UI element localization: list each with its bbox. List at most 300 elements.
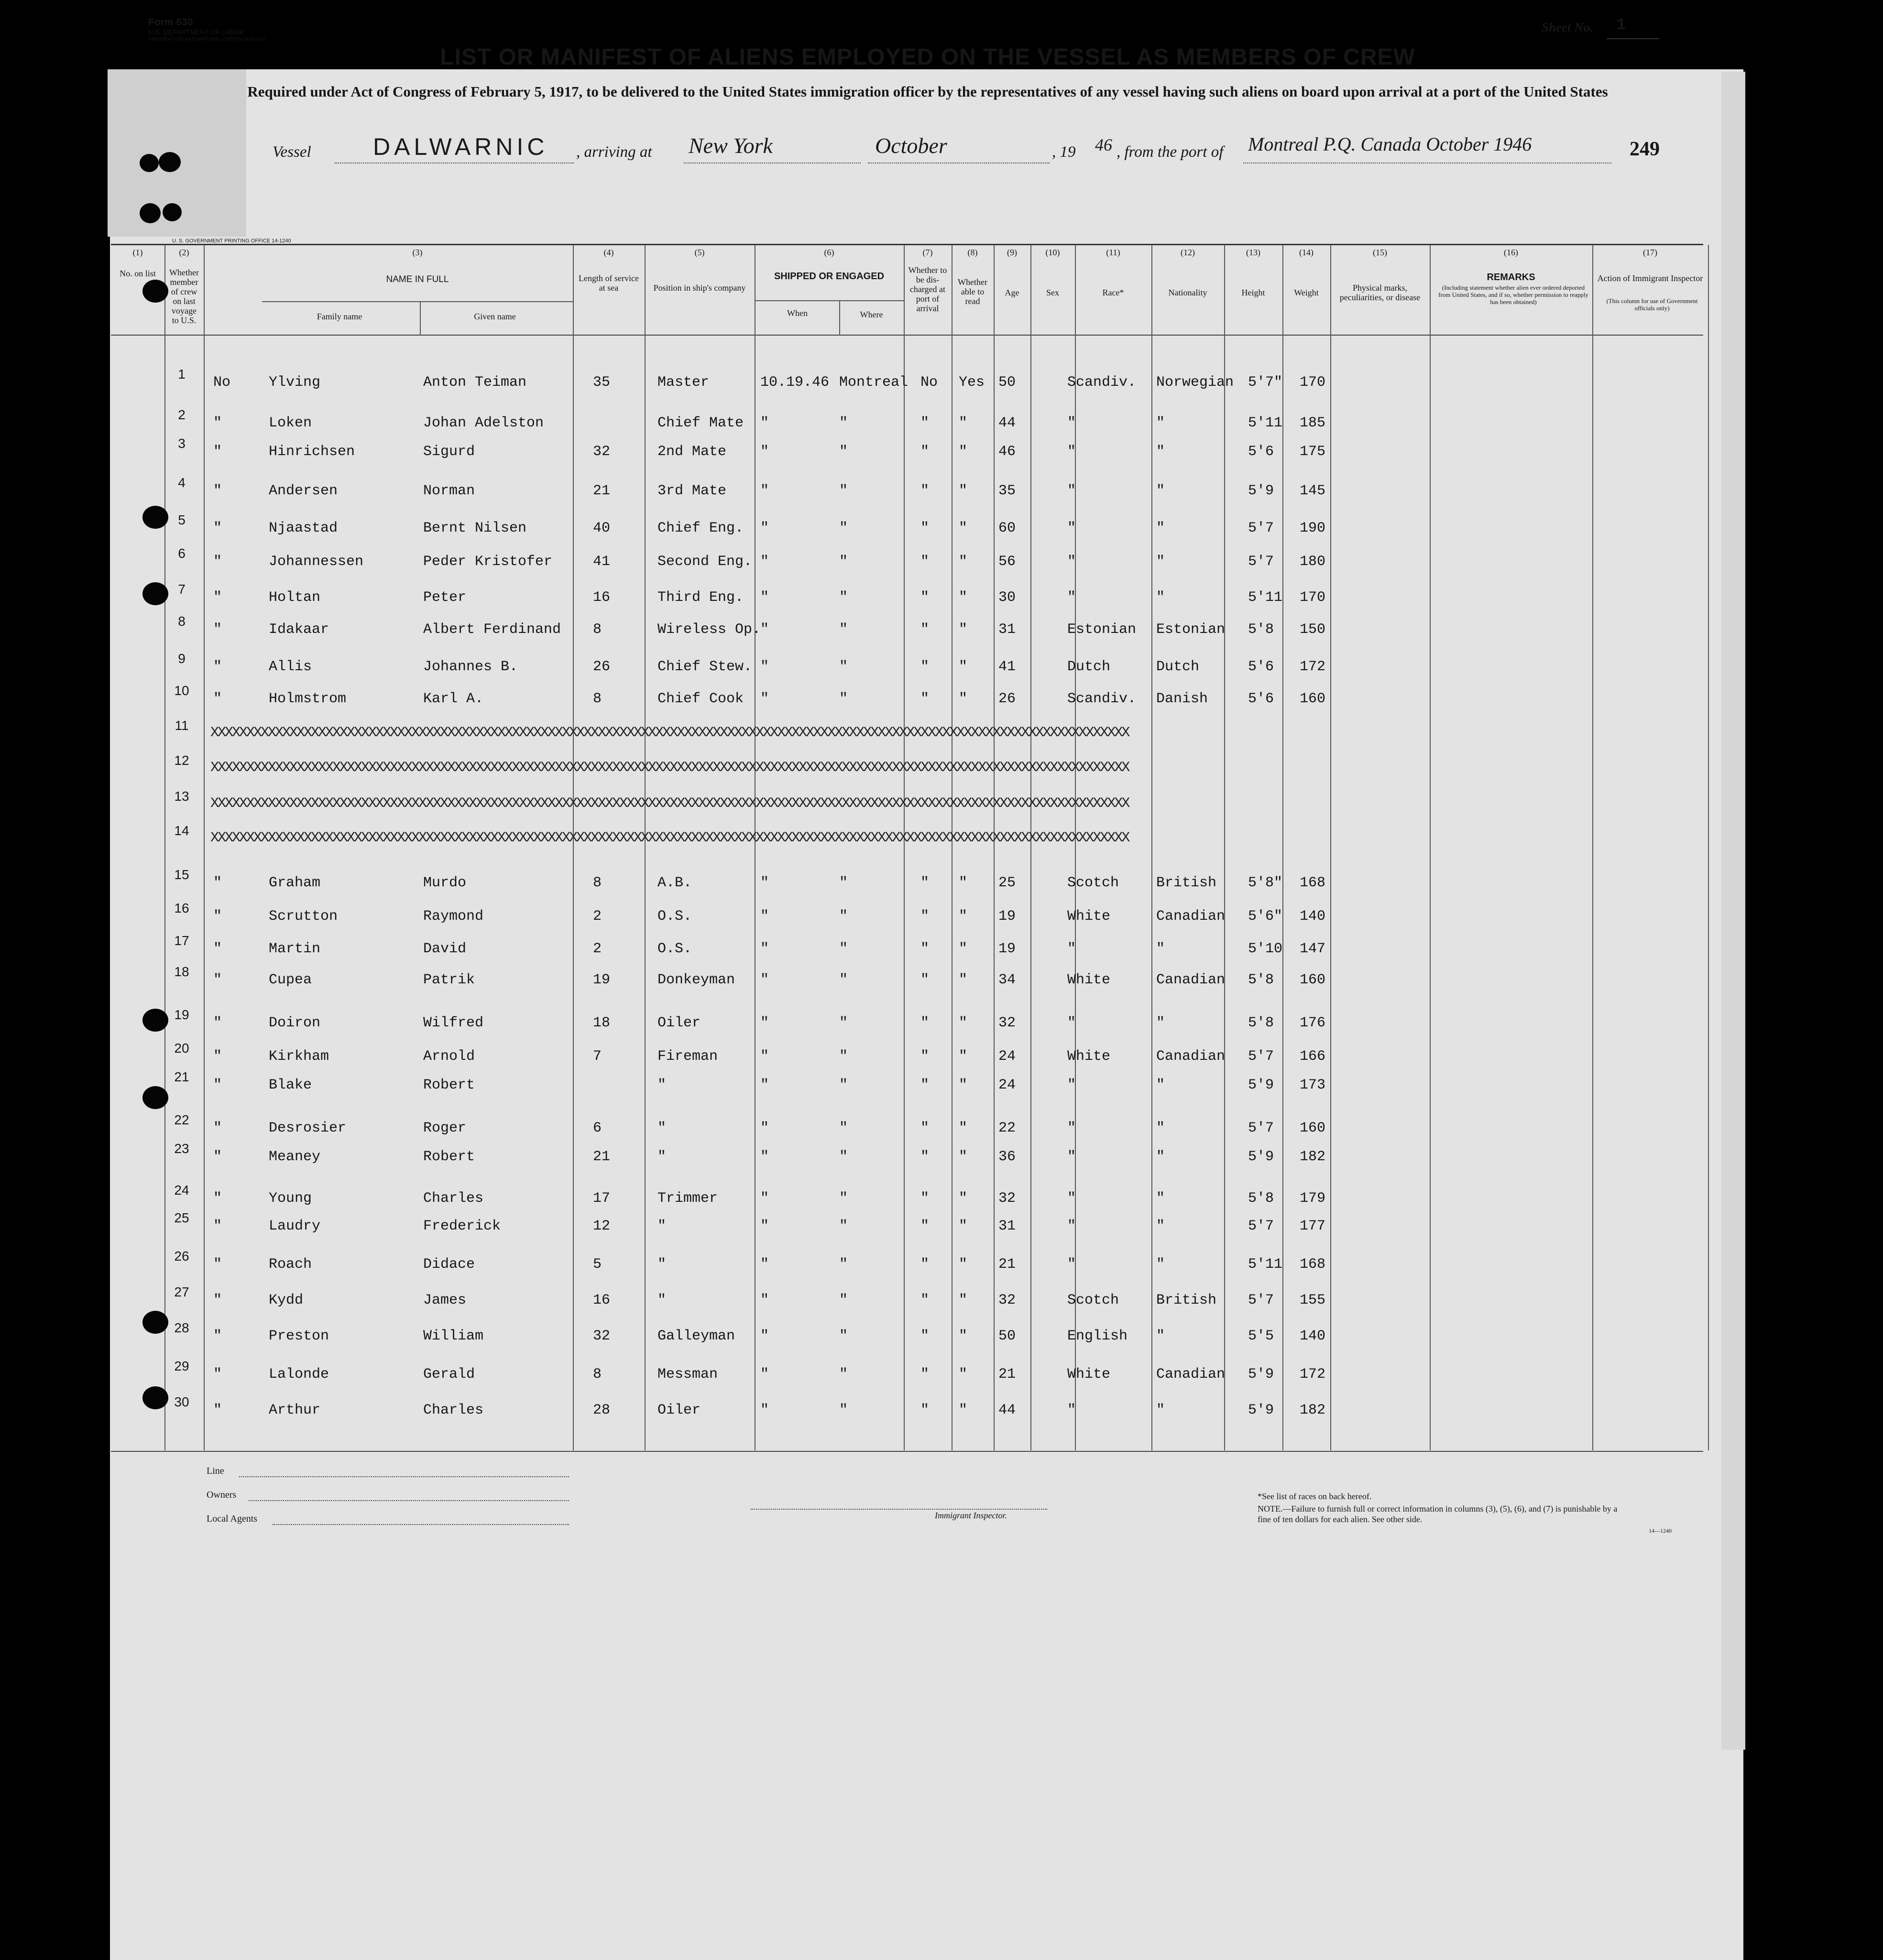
cell-when: " (760, 415, 769, 431)
row-number: 4 (178, 475, 186, 490)
cell-read: " (959, 1190, 968, 1207)
cell-family: Cupea (269, 972, 312, 988)
cell-height: 5'9 (1248, 483, 1274, 499)
cell-height: 5'8 (1248, 972, 1274, 988)
column-number: (6) (824, 248, 834, 257)
cell-race: " (1067, 520, 1076, 536)
cell-nat: British (1156, 1292, 1217, 1308)
struck-row: XXXXXXXXXXXXXXXXXXXXXXXXXXXXXXXXXXXXXXXXXXXXXXXXXXXXXXXXXXXXXXXXXXXXXXXXXXXXXXXXXXXXXXXXXXXXXXXXXXXXXXXXXXXXXXXXXXXXXXXXXXXXXXXX (210, 725, 1129, 740)
cell-age: 44 (998, 415, 1016, 431)
row-number: 25 (174, 1210, 189, 1225)
cell-family: Young (269, 1190, 312, 1207)
cell-given: Bernt Nilsen (423, 520, 527, 536)
cell-last: " (213, 589, 222, 606)
cell-when: " (760, 1048, 769, 1065)
cell-where: " (839, 589, 848, 606)
column-number: (12) (1181, 248, 1195, 257)
cell-last: " (213, 1077, 222, 1093)
cell-given: Robert (423, 1077, 475, 1093)
cell-service: 12 (593, 1218, 611, 1234)
cell-disch: No (920, 374, 938, 391)
cell-given: Patrik (423, 972, 475, 988)
row-number: 2 (178, 407, 186, 422)
cell-weight: 170 (1300, 589, 1326, 606)
line-underline (239, 1476, 569, 1477)
cell-race: " (1067, 554, 1076, 570)
cell-service: 16 (593, 589, 611, 606)
punch-hole (142, 1386, 168, 1409)
row-number: 27 (174, 1285, 189, 1299)
column-divider (904, 245, 905, 1450)
cell-where: " (839, 1149, 848, 1165)
cell-read: " (959, 1218, 968, 1234)
cell-race: " (1067, 1218, 1076, 1234)
stamp-number: 249 (1630, 138, 1660, 160)
cell-age: 31 (998, 621, 1016, 638)
column-divider (1592, 245, 1593, 1450)
cell-last: " (213, 1015, 222, 1031)
where-subheader: Where (860, 310, 883, 319)
column-divider (839, 301, 840, 336)
cell-position: Chief Stew. (657, 659, 753, 675)
cell-weight: 176 (1300, 1015, 1326, 1031)
cell-race: White (1067, 1366, 1111, 1383)
cell-service: 8 (593, 621, 602, 638)
cell-nat: Canadian (1156, 972, 1226, 988)
table-bottom-rule (111, 1451, 1703, 1452)
cell-position: Fireman (657, 1048, 718, 1065)
cell-weight: 140 (1300, 908, 1326, 925)
column-number: (17) (1643, 248, 1657, 257)
cell-age: 32 (998, 1015, 1016, 1031)
cell-nat: " (1156, 1015, 1165, 1031)
column-header: Whether member of crew on last voyage to U.S. (169, 268, 199, 325)
cell-when: " (760, 941, 769, 957)
cell-nat: " (1156, 1149, 1165, 1165)
column-number: (3) (412, 248, 423, 257)
cell-when: " (760, 972, 769, 988)
cell-height: 5'9 (1248, 1077, 1274, 1093)
row-number: 28 (174, 1320, 189, 1335)
column-header: SHIPPED OR ENGAGED (774, 271, 885, 282)
cell-race: " (1067, 1077, 1076, 1093)
cell-disch: " (920, 875, 930, 891)
cell-given: Frederick (423, 1218, 501, 1234)
column-number: (4) (603, 248, 614, 257)
cell-last: " (213, 1328, 222, 1344)
row-number: 10 (174, 683, 189, 698)
cell-service: 8 (593, 875, 602, 891)
cell-when: " (760, 554, 769, 570)
cell-service: 7 (593, 1048, 602, 1065)
cell-last: " (213, 1149, 222, 1165)
cell-when: " (760, 1120, 769, 1136)
cell-weight: 145 (1300, 483, 1326, 499)
cell-weight: 160 (1300, 972, 1326, 988)
cell-weight: 160 (1300, 1120, 1326, 1136)
cell-given: Peder Kristofer (423, 554, 553, 570)
cell-where: " (839, 1048, 848, 1065)
year-prefix: , 19 (1052, 143, 1076, 161)
cell-age: 22 (998, 1120, 1016, 1136)
cell-height: 5'6" (1248, 908, 1283, 925)
punch-hole (142, 1086, 168, 1109)
sheet-number-value: 1 (1616, 16, 1626, 34)
cell-given: William (423, 1328, 484, 1344)
cell-family: Loken (269, 415, 312, 431)
cell-family: Idakaar (269, 621, 329, 638)
cell-nat: Canadian (1156, 1048, 1226, 1065)
fine-note: NOTE.—Failure to furnish full or correct information in columns (3), (5), (6), and (7) is punishable by a fine of ten dollars for each alien. See other side. (1258, 1504, 1618, 1524)
cell-height: 5'7 (1248, 1292, 1274, 1308)
cell-service: 32 (593, 1328, 611, 1344)
cell-age: 30 (998, 589, 1016, 606)
cell-service: 17 (593, 1190, 611, 1207)
cell-given: Karl A. (423, 691, 484, 707)
cell-weight: 170 (1300, 374, 1326, 391)
column-header: Weight (1294, 288, 1319, 297)
punch-hole (142, 1009, 168, 1032)
cell-nat: " (1156, 520, 1165, 536)
cell-weight: 168 (1300, 1256, 1326, 1273)
cell-family: Kydd (269, 1292, 304, 1308)
column-number: (14) (1299, 248, 1314, 257)
cell-when: 10.19.46 (760, 374, 830, 391)
cell-height: 5'8 (1248, 621, 1274, 638)
cell-age: 19 (998, 908, 1016, 925)
cell-nat: " (1156, 1077, 1165, 1093)
given-name-subheader: Given name (474, 312, 516, 321)
cell-where: " (839, 1292, 848, 1308)
cell-when: " (760, 444, 769, 460)
cell-age: 32 (998, 1292, 1016, 1308)
column-divider (1330, 245, 1331, 1450)
cell-given: Robert (423, 1149, 475, 1165)
cell-age: 50 (998, 1328, 1016, 1344)
column-header: REMARKS (1487, 272, 1535, 283)
cell-nat: British (1156, 875, 1217, 891)
column-number: (16) (1504, 248, 1518, 257)
column-header: Height (1241, 288, 1265, 297)
punch-hole (142, 582, 168, 605)
cell-race: Scandiv. (1067, 691, 1137, 707)
remarks-note: (Including statement whether alien ever ordered deported from United States, and if so, whether permission to reapply has been obtained) (1438, 284, 1588, 305)
form-number: Form 630 (148, 17, 193, 28)
shipped-subrule (755, 300, 904, 301)
cell-last: " (213, 554, 222, 570)
cell-position: Chief Cook (657, 691, 744, 707)
cell-given: Murdo (423, 875, 467, 891)
cell-read: " (959, 483, 968, 499)
cell-disch: " (920, 554, 930, 570)
cell-race: English (1067, 1328, 1128, 1344)
cell-family: Martin (269, 941, 321, 957)
cell-service: 5 (593, 1256, 602, 1273)
cell-read: " (959, 520, 968, 536)
cell-age: 19 (998, 941, 1016, 957)
cell-disch: " (920, 1366, 930, 1383)
column-number: (1) (132, 248, 143, 257)
race-note: *See list of races on back hereof. (1258, 1492, 1372, 1501)
cell-last: " (213, 875, 222, 891)
column-header: NAME IN FULL (386, 274, 449, 284)
punch-hole (142, 280, 168, 303)
cell-nat: " (1156, 1402, 1165, 1418)
cell-service: 21 (593, 483, 611, 499)
struck-row: XXXXXXXXXXXXXXXXXXXXXXXXXXXXXXXXXXXXXXXXXXXXXXXXXXXXXXXXXXXXXXXXXXXXXXXXXXXXXXXXXXXXXXXXXXXXXXXXXXXXXXXXXXXXXXXXXXXXXXXXXXXXXXXX (210, 795, 1129, 811)
cell-service: 8 (593, 1366, 602, 1383)
cell-age: 36 (998, 1149, 1016, 1165)
cell-disch: " (920, 1048, 930, 1065)
department-name (148, 29, 266, 43)
cell-age: 35 (998, 483, 1016, 499)
cell-last: " (213, 483, 222, 499)
cell-family: Johannessen (269, 554, 364, 570)
cell-height: 5'11 (1248, 589, 1283, 606)
cell-when: " (760, 659, 769, 675)
cell-age: 44 (998, 1402, 1016, 1418)
cell-height: 5'8 (1248, 1190, 1274, 1207)
cell-nat: Danish (1156, 691, 1208, 707)
sheet-number-label: Sheet No. (1542, 20, 1593, 34)
cell-family: Holtan (269, 589, 321, 606)
vessel-name: DALWARNIC (373, 133, 548, 160)
cell-when: " (760, 1366, 769, 1383)
cell-position: Master (657, 374, 710, 391)
cell-service: 2 (593, 908, 602, 925)
cell-position: " (657, 1292, 667, 1308)
cell-height: 5'11 (1248, 1256, 1283, 1273)
cell-given: Peter (423, 589, 467, 606)
cell-weight: 172 (1300, 659, 1326, 675)
cell-read: " (959, 1402, 968, 1418)
sheet-number-line (1607, 38, 1659, 39)
cell-family: Njaastad (269, 520, 338, 536)
cell-given: James (423, 1292, 467, 1308)
cell-read: " (959, 1015, 968, 1031)
cell-family: Desrosier (269, 1120, 347, 1136)
cell-service: 19 (593, 972, 611, 988)
column-divider (1224, 245, 1225, 1450)
cell-given: Wilfred (423, 1015, 484, 1031)
cell-height: 5'6 (1248, 659, 1274, 675)
cell-family: Roach (269, 1256, 312, 1273)
cell-nat: " (1156, 415, 1165, 431)
cell-given: Albert Ferdinand (423, 621, 561, 638)
cell-given: Johannes B. (423, 659, 518, 675)
cell-when: " (760, 520, 769, 536)
cell-when: " (760, 621, 769, 638)
column-header: Position in ship's company (653, 283, 746, 293)
form-code: 14—1240 (1649, 1527, 1672, 1534)
struck-row: XXXXXXXXXXXXXXXXXXXXXXXXXXXXXXXXXXXXXXXXXXXXXXXXXXXXXXXXXXXXXXXXXXXXXXXXXXXXXXXXXXXXXXXXXXXXXXXXXXXXXXXXXXXXXXXXXXXXXXXXXXXXXXXX (210, 760, 1129, 775)
cell-where: Montreal (839, 374, 909, 391)
row-number: 7 (178, 582, 186, 597)
cell-nat: Canadian (1156, 908, 1226, 925)
cell-where: " (839, 875, 848, 891)
cell-read: " (959, 1366, 968, 1383)
column-divider (1151, 245, 1152, 1450)
cell-race: " (1067, 1015, 1076, 1031)
cell-position: Third Eng. (657, 589, 744, 606)
cell-family: Andersen (269, 483, 338, 499)
cell-height: 5'7 (1248, 554, 1274, 570)
owners-label: Owners (207, 1490, 237, 1500)
column-header: Sex (1046, 288, 1059, 297)
cell-last: " (213, 1190, 222, 1207)
cell-age: 26 (998, 691, 1016, 707)
cell-read: " (959, 444, 968, 460)
cell-given: Roger (423, 1120, 467, 1136)
cell-last: " (213, 444, 222, 460)
cell-age: 41 (998, 659, 1016, 675)
cell-age: 25 (998, 875, 1016, 891)
inspector-label: Immigrant Inspector. (935, 1511, 1007, 1520)
cell-disch: " (920, 415, 930, 431)
cell-where: " (839, 659, 848, 675)
cell-when: " (760, 1149, 769, 1165)
row-number: 1 (178, 367, 186, 381)
row-number: 13 (174, 789, 189, 804)
cell-nat: " (1156, 1256, 1165, 1273)
cell-disch: " (920, 659, 930, 675)
cell-position: " (657, 1077, 667, 1093)
column-divider (1282, 245, 1283, 1450)
cell-when: " (760, 1077, 769, 1093)
cell-weight: 155 (1300, 1292, 1326, 1308)
cell-position: Oiler (657, 1402, 701, 1418)
cell-nat: Dutch (1156, 659, 1200, 675)
cell-position: Second Eng. (657, 554, 753, 570)
column-header: Age (1005, 288, 1019, 297)
cell-read: " (959, 621, 968, 638)
cell-when: " (760, 1015, 769, 1031)
cell-when: " (760, 483, 769, 499)
cell-where: " (839, 1328, 848, 1344)
column-divider (573, 245, 574, 1450)
cell-weight: 175 (1300, 444, 1326, 460)
cell-last: " (213, 1366, 222, 1383)
cell-disch: " (920, 972, 930, 988)
cell-nat: " (1156, 1328, 1165, 1344)
column-divider (164, 245, 165, 1450)
row-number: 5 (178, 512, 186, 527)
cell-where: " (839, 520, 848, 536)
cell-disch: " (920, 941, 930, 957)
cell-height: 5'8" (1248, 875, 1283, 891)
column-header: Race* (1102, 288, 1124, 297)
punch-hole (163, 203, 182, 221)
cell-height: 5'7" (1248, 374, 1283, 391)
cell-read: " (959, 1328, 968, 1344)
cell-given: Raymond (423, 908, 484, 925)
cell-given: Sigurd (423, 444, 475, 460)
cell-nat: " (1156, 554, 1165, 570)
cell-when: " (760, 1292, 769, 1308)
cell-service: 18 (593, 1015, 611, 1031)
cell-family: Allis (269, 659, 312, 675)
cell-height: 5'7 (1248, 1048, 1274, 1065)
cell-given: Norman (423, 483, 475, 499)
column-number: (5) (694, 248, 705, 257)
column-divider (1430, 245, 1431, 1450)
cell-height: 5'9 (1248, 1366, 1274, 1383)
cell-weight: 160 (1300, 691, 1326, 707)
year-suffix: 46 (1095, 135, 1112, 154)
row-number: 16 (174, 901, 189, 915)
arriving-label: , arriving at (576, 143, 652, 161)
row-number: 23 (174, 1141, 189, 1156)
column-header: Length of service at sea (579, 273, 639, 293)
cell-where: " (839, 1120, 848, 1136)
cell-age: 21 (998, 1256, 1016, 1273)
family-name-subheader: Family name (317, 312, 362, 321)
printing-office: U. S. GOVERNMENT PRINTING OFFICE 14-1240 (172, 238, 291, 244)
cell-family: Preston (269, 1328, 329, 1344)
cell-age: 21 (998, 1366, 1016, 1383)
column-number: (10) (1045, 248, 1060, 257)
cell-position: Trimmer (657, 1190, 718, 1207)
cell-where: " (839, 1402, 848, 1418)
cell-read: " (959, 1048, 968, 1065)
cell-when: " (760, 1218, 769, 1234)
cell-age: 50 (998, 374, 1016, 391)
punch-hole (140, 154, 159, 172)
cell-disch: " (920, 1218, 930, 1234)
cell-race: Scotch (1067, 875, 1119, 891)
row-number: 8 (178, 614, 186, 629)
arrival-month: October (875, 133, 947, 158)
cell-height: 5'5 (1248, 1328, 1274, 1344)
cell-given: Arnold (423, 1048, 475, 1065)
row-number: 22 (174, 1112, 189, 1127)
cell-when: " (760, 875, 769, 891)
row-number: 30 (174, 1394, 189, 1409)
cell-height: 5'7 (1248, 520, 1274, 536)
cell-disch: " (920, 908, 930, 925)
cell-age: 31 (998, 1218, 1016, 1234)
cell-where: " (839, 621, 848, 638)
cell-position: Oiler (657, 1015, 701, 1031)
cell-nat: " (1156, 1190, 1165, 1207)
cell-disch: " (920, 589, 930, 606)
column-number: (8) (967, 248, 978, 257)
cell-where: " (839, 972, 848, 988)
column-header: No. on list (120, 269, 156, 278)
row-number: 20 (174, 1041, 189, 1056)
cell-where: " (839, 1190, 848, 1207)
cell-weight: 150 (1300, 621, 1326, 638)
cell-position: Donkeyman (657, 972, 735, 988)
cell-nat: Norwegian (1156, 374, 1234, 391)
cell-family: Ylving (269, 374, 321, 391)
cell-where: " (839, 908, 848, 925)
cell-age: 24 (998, 1077, 1016, 1093)
cell-position: Chief Eng. (657, 520, 744, 536)
cell-where: " (839, 1256, 848, 1273)
cell-service: 41 (593, 554, 611, 570)
row-number: 19 (174, 1007, 189, 1022)
cell-disch: " (920, 1077, 930, 1093)
column-header: Whether to be dis-charged at port of arrival (908, 265, 947, 313)
cell-position: " (657, 1256, 667, 1273)
cell-race: " (1067, 1402, 1076, 1418)
cell-last: No (213, 374, 231, 391)
cell-position: Wireless Op. (657, 621, 761, 638)
cell-age: 34 (998, 972, 1016, 988)
cell-position: Chief Mate (657, 415, 744, 431)
column-divider (1708, 245, 1709, 1450)
